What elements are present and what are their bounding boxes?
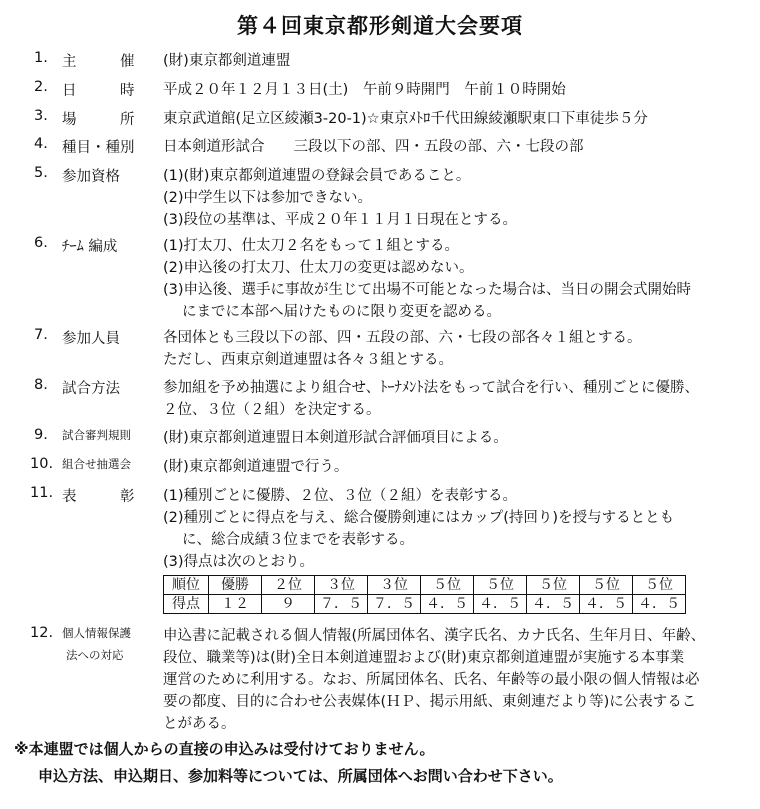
item-text: 段位、職業等)は(財)全日本剣道連盟および(財)東京都剣道連盟が実施する本事業 bbox=[163, 650, 685, 666]
points-cell: ４．５ bbox=[633, 595, 686, 614]
item-text: 平成２０年１２月１３日(土) 午前９時開門 午前１０時開始 bbox=[163, 82, 566, 98]
item-label: 種目・種別 bbox=[62, 140, 135, 156]
item-label: 組合せ抽選会 bbox=[62, 457, 131, 471]
rank-cell: ５位 bbox=[474, 576, 527, 595]
points-cell: ４．５ bbox=[421, 595, 474, 614]
item-label: 参加人員 bbox=[62, 331, 120, 347]
item-number: 12. bbox=[30, 625, 54, 641]
item-label: 日 時 bbox=[62, 83, 135, 99]
item-number: 8. bbox=[34, 377, 48, 393]
item-number: 3. bbox=[34, 108, 48, 124]
item-label: ﾁｰﾑ 編成 bbox=[62, 239, 118, 255]
item-text: (財)東京都剣道連盟 bbox=[163, 53, 291, 69]
item-text: とがある。 bbox=[163, 716, 236, 732]
rank-cell: ３位 bbox=[315, 576, 368, 595]
rank-cell: 優勝 bbox=[209, 576, 262, 595]
points-cell: ４．５ bbox=[527, 595, 580, 614]
points-cell: ７．５ bbox=[368, 595, 421, 614]
notice-line-1: ※本連盟では個人からの直接の申込みは受付けておりません。 bbox=[14, 740, 435, 758]
points-cell: １２ bbox=[209, 595, 262, 614]
item-number: 11. bbox=[30, 485, 54, 501]
item-text: 申込書に記載される個人情報(所属団体名、漢字氏名、カナ氏名、生年月日、年齢、 bbox=[163, 628, 706, 644]
item-number: 9. bbox=[34, 427, 48, 443]
item-label: 試合審判規則 bbox=[62, 428, 131, 442]
item-label: 表 彰 bbox=[62, 489, 135, 505]
item-text: (3)申込後、選手に事故が生じて出場不可能となった場合は、当日の開会式開始時 bbox=[163, 282, 692, 298]
item-number: 7. bbox=[34, 327, 48, 343]
item-label: 場 所 bbox=[62, 112, 135, 128]
table-row bbox=[164, 595, 686, 614]
rank-cell: ３位 bbox=[368, 576, 421, 595]
rank-cell: ５位 bbox=[580, 576, 633, 595]
rank-cell: ５位 bbox=[527, 576, 580, 595]
table-row bbox=[164, 576, 686, 595]
item-text: 東京武道館(足立区綾瀬3-20-1)☆東京ﾒﾄﾛ千代田線綾瀬駅東口下車徒歩５分 bbox=[163, 111, 648, 127]
item-text: (2)種別ごとに得点を与え、総合優勝剣連にはカップ(持回り)を授与するととも bbox=[163, 510, 675, 526]
rank-header: 順位 bbox=[164, 576, 209, 595]
item-label: 個人情報保護 bbox=[62, 626, 131, 640]
item-label: 試合方法 bbox=[62, 381, 120, 397]
item-text: にまでに本部へ届けたものに限り変更を認める。 bbox=[182, 304, 501, 320]
rank-cell: ５位 bbox=[633, 576, 686, 595]
item-text: 日本剣道形試合 三段以下の部、四・五段の部、六・七段の部 bbox=[163, 139, 584, 155]
item-text: (3)段位の基準は、平成２０年１１月１日現在とする。 bbox=[163, 212, 518, 228]
item-number: 1. bbox=[34, 50, 48, 66]
item-text: (1)(財)東京都剣道連盟の登録会員であること。 bbox=[163, 168, 471, 184]
item-text: ただし、西東京剣道連盟は各々３組とする。 bbox=[163, 352, 453, 368]
points-cell: ７．５ bbox=[315, 595, 368, 614]
item-text: (2)申込後の打太刀、仕太刀の変更は認めない。 bbox=[163, 260, 474, 276]
item-number: 4. bbox=[34, 136, 48, 152]
item-number: 6. bbox=[34, 235, 48, 251]
notice-line-2: 申込方法、申込期日、参加料等については、所属団体へお問い合わせ下さい。 bbox=[38, 767, 563, 785]
item-label-line2: 法への対応 bbox=[66, 648, 124, 662]
item-text: (財)東京都剣道連盟日本剣道形試合評価項目による。 bbox=[163, 430, 508, 446]
item-number: 10. bbox=[30, 456, 54, 472]
item-text: 参加組を予め抽選により組合せ、ﾄｰﾅﾒﾝﾄ法をもって試合を行い、種別ごとに優勝、 bbox=[163, 380, 700, 396]
item-text: ２位、３位（２組）を決定する。 bbox=[163, 402, 381, 418]
item-label: 主 催 bbox=[62, 54, 135, 70]
item-text: (1)打太刀、仕太刀２名をもって１組とする。 bbox=[163, 238, 460, 254]
item-number: 5. bbox=[34, 165, 48, 181]
item-label: 参加資格 bbox=[62, 169, 120, 185]
document-title: 第４回東京都形剣道大会要項 bbox=[237, 14, 523, 38]
points-cell: ４．５ bbox=[474, 595, 527, 614]
score-table bbox=[163, 575, 686, 614]
rank-cell: ２位 bbox=[262, 576, 315, 595]
rank-cell: ５位 bbox=[421, 576, 474, 595]
item-number: 2. bbox=[34, 79, 48, 95]
item-text: 要の都度、目的に合わせ公表媒体(ＨＰ、掲示用紙、東剣連だより等)に公表するこ bbox=[163, 694, 697, 710]
points-cell: ４．５ bbox=[580, 595, 633, 614]
item-text: (財)東京都剣道連盟で行う。 bbox=[163, 459, 349, 475]
item-text: (2)中学生以下は参加できない。 bbox=[163, 190, 373, 206]
item-text: に、総合成績３位までを表彰する。 bbox=[182, 532, 414, 548]
item-text: 運営のために利用する。なお、所属団体名、氏名、年齢等の最小限の個人情報は必 bbox=[163, 672, 700, 688]
item-text: 各団体とも三段以下の部、四・五段の部、六・七段の部各々１組とする。 bbox=[163, 330, 642, 346]
item-text: (1)種別ごとに優勝、２位、３位（２組）を表彰する。 bbox=[163, 488, 518, 504]
points-cell: ９ bbox=[262, 595, 315, 614]
points-header: 得点 bbox=[164, 595, 209, 614]
item-text: (3)得点は次のとおり。 bbox=[163, 554, 315, 570]
